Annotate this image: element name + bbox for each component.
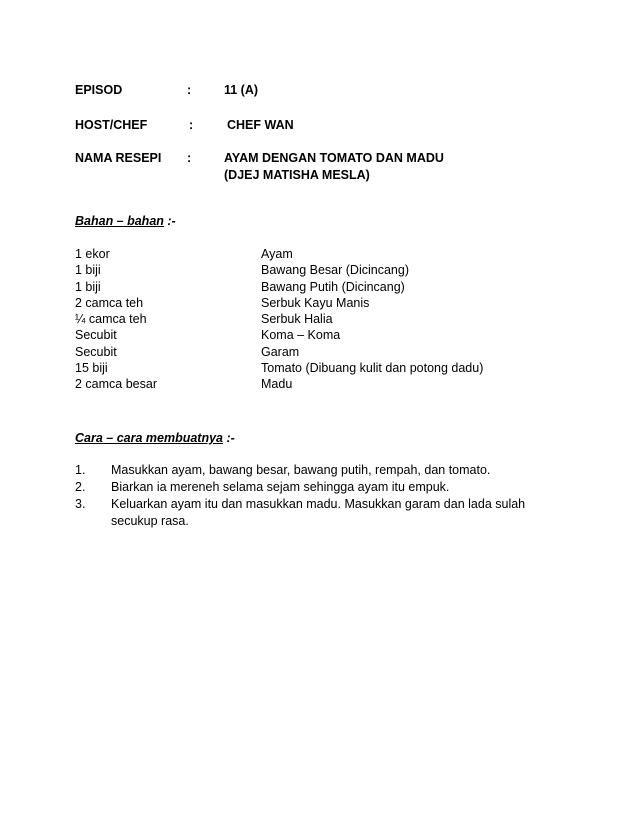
ingredient-name: Bawang Putih (Dicincang) — [261, 279, 405, 294]
episod-label: EPISOD — [75, 83, 123, 97]
recipe-alt-name: (DJEJ MATISHA MESLA) — [224, 168, 370, 182]
ingredient-name: Ayam — [261, 247, 293, 261]
ingredients-heading-suffix: :- — [163, 214, 176, 228]
ingredient-quantity: 2 camca teh — [75, 295, 144, 310]
recipe-label: NAMA RESEPI — [75, 151, 162, 165]
ingredient-name-list — [261, 246, 561, 393]
method-heading-suffix: :- — [223, 431, 235, 445]
ingredients-heading-text: Bahan – bahan — [75, 214, 164, 228]
ingredient-name: Serbuk Halia — [261, 312, 333, 327]
ingredient-quantity: 2 camca besar — [75, 377, 157, 392]
ingredient-quantity: 1 biji — [75, 263, 101, 278]
method-heading — [75, 430, 235, 446]
ingredients-heading — [75, 213, 176, 229]
method-heading-text: Cara – cara membuatnya — [75, 431, 223, 445]
ingredient-name: Madu — [261, 377, 293, 392]
ingredient-quantity: Secubit — [75, 344, 117, 359]
ingredient-quantity: 1 ekor — [75, 247, 110, 261]
ingredient-quantity-list — [75, 246, 245, 393]
ingredient-quantity: ¼ camca teh — [75, 312, 147, 327]
episod-separator: : — [187, 83, 192, 97]
ingredient-name: Tomato (Dibuang kulit dan potong dadu) — [261, 361, 484, 376]
step-text: Biarkan ia mereneh selama sejam sehingga ayam itu empuk. — [111, 480, 450, 494]
step-number: 2. — [75, 480, 86, 494]
ingredient-name: Koma – Koma — [261, 328, 341, 343]
recipe-separator: : — [187, 151, 192, 165]
step-number: 3. — [75, 497, 86, 511]
host-separator: : — [189, 118, 194, 132]
step-text: Masukkan ayam, bawang besar, bawang putih, rempah, dan tomato. — [111, 463, 491, 477]
host-label: HOST/CHEF — [75, 118, 148, 132]
ingredient-quantity: 15 biji — [75, 361, 108, 376]
ingredient-quantity: Secubit — [75, 328, 117, 343]
ingredient-name: Garam — [261, 344, 300, 359]
recipe-name: AYAM DENGAN TOMATO DAN MADU — [224, 151, 444, 165]
step-text-continued: secukup rasa. — [111, 514, 189, 528]
host-value: CHEF WAN — [227, 118, 294, 132]
ingredient-name: Serbuk Kayu Manis — [261, 295, 370, 310]
ingredient-name: Bawang Besar (Dicincang) — [261, 263, 409, 278]
ingredient-quantity: 1 biji — [75, 279, 101, 294]
step-number: 1. — [75, 463, 86, 477]
episod-value: 11 (A) — [224, 83, 259, 97]
step-text: Keluarkan ayam itu dan masukkan madu. Masukkan garam dan lada sulah — [111, 497, 526, 511]
